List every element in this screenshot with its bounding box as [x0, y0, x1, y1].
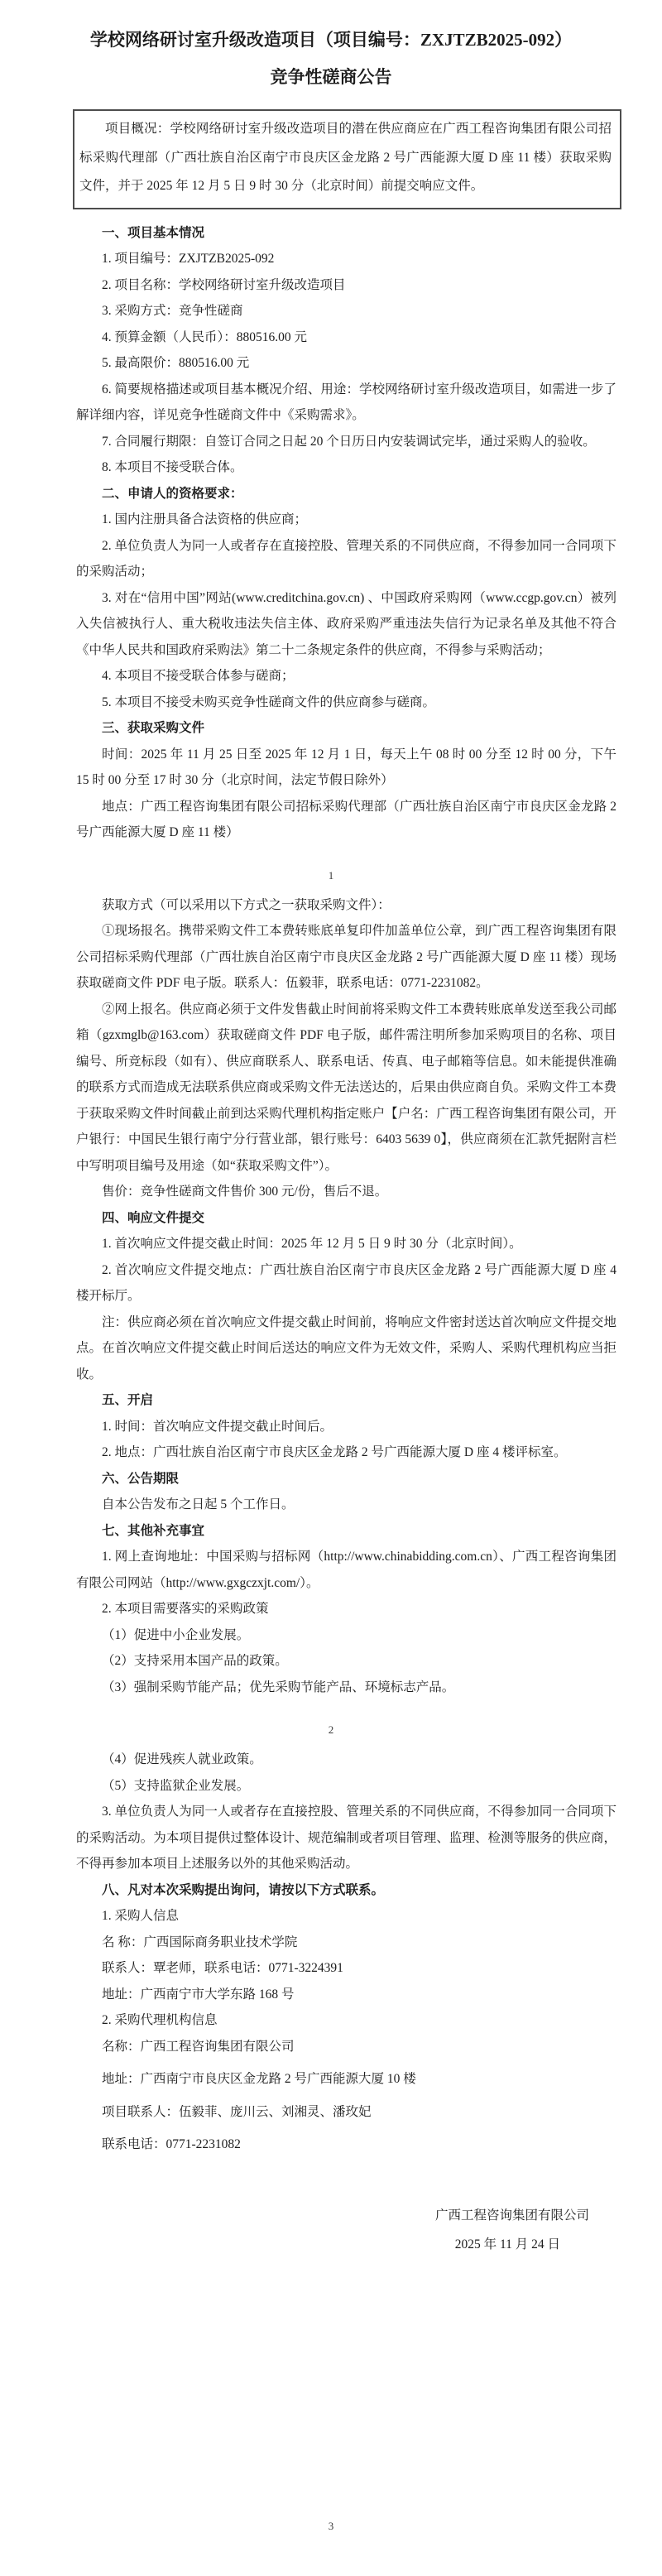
paragraph: 2. 单位负责人为同一人或者存在直接控股、管理关系的不同供应商，不得参加同一合同项下的采购活动；	[76, 538, 616, 579]
paragraph: 名称：广西工程咨询集团有限公司	[102, 2039, 295, 2054]
paragraph: 2. 本项目需要落实的采购政策	[102, 1602, 269, 1616]
paragraph: 时间：2025 年 11 月 25 日至 2025 年 12 月 1 日，每天上午 08 时 00 分至 12 时 00 分，下午 15 时 00 分至 17 时 30 分（北京时间，法定节假日除外）	[76, 747, 616, 787]
paragraph: （5）支持监狱企业发展。	[102, 1778, 250, 1793]
paragraph: 5. 最高限价：880516.00 元	[102, 356, 250, 370]
paragraph: 5. 本项目不接受未购买竞争性磋商文件的供应商参与磋商。	[102, 694, 436, 709]
paragraph: 获取方式（可以采用以下方式之一获取采购文件）：	[102, 897, 391, 912]
paragraph: 售价：竞争性磋商文件售价 300 元/份，售后不退。	[102, 1185, 388, 1199]
paragraph: 地址：广西南宁市良庆区金龙路 2 号广西能源大厦 10 楼	[102, 2072, 416, 2086]
section-heading: 七、其他补充事宜	[102, 1523, 205, 1538]
section-heading: 一、项目基本情况	[102, 225, 205, 240]
signature-org: 广西工程咨询集团有限公司	[434, 2208, 589, 2223]
document-body	[76, 220, 616, 2539]
paragraph: 1. 采购人信息	[102, 1909, 180, 1923]
paragraph: （2）支持采用本国产品的政策。	[102, 1654, 288, 1668]
paragraph: 1. 国内注册具备合法资格的供应商；	[102, 512, 308, 526]
paragraph: 2. 项目名称：学校网络研讨室升级改造项目	[102, 277, 346, 292]
paragraph: 2. 首次响应文件提交地点：广西壮族自治区南宁市良庆区金龙路 2 号广西能源大厦 D 座 4 楼开标厅。	[76, 1262, 616, 1303]
paragraph: （3）强制采购节能产品；优先采购节能产品、环境标志产品。	[102, 1680, 455, 1694]
paragraph: 地址：广西南宁市大学东路 168 号	[102, 1987, 295, 2002]
paragraph: 2. 地点：广西壮族自治区南宁市良庆区金龙路 2 号广西能源大厦 D 座 4 楼评标室。	[102, 1445, 567, 1459]
paragraph: 6. 简要规格描述或项目基本概况介绍、用途：学校网络研讨室升级改造项目，如需进一步了解详细内容，详见竞争性磋商文件中《采购需求》。	[76, 382, 616, 422]
paragraph: 1. 项目编号：ZXJTZB2025-092	[102, 252, 275, 266]
page-number: 3	[328, 2519, 334, 2532]
paragraph: 4. 预算金额（人民币）：880516.00 元	[102, 329, 308, 344]
section-heading: 三、获取采购文件	[102, 721, 205, 735]
paragraph: 1. 首次响应文件提交截止时间：2025 年 12 月 5 日 9 时 30 分（北京时间）。	[102, 1237, 522, 1251]
paragraph: 1. 时间：首次响应文件提交截止时间后。	[102, 1419, 333, 1434]
document-title-line1: 学校网络研讨室升级改造项目（项目编号：ZXJTZB2025-092）	[89, 30, 573, 50]
signature-date: 2025 年 11 月 24 日	[454, 2237, 560, 2252]
paragraph: 注：供应商必须在首次响应文件提交截止时间前，将响应文件密封送达首次响应文件提交地点。在首次响应文件提交截止时间后送达的响应文件为无效文件，采购人、采购代理机构应当拒收。	[76, 1314, 616, 1382]
paragraph: 地点：广西工程咨询集团有限公司招标采购代理部（广西壮族自治区南宁市良庆区金龙路 2 号广西能源大厦 D 座 11 楼）	[76, 799, 616, 839]
section-heading: 四、响应文件提交	[102, 1210, 205, 1225]
paragraph: 联系电话：0771-2231082	[102, 2137, 241, 2151]
paragraph: 3. 采购方式：竞争性磋商	[102, 304, 243, 318]
section-heading: 二、申请人的资格要求：	[102, 486, 243, 501]
paragraph: 自本公告发布之日起 5 个工作日。	[102, 1497, 295, 1511]
paragraph: 4. 本项目不接受联合体参与磋商；	[102, 669, 295, 683]
paragraph: （1）促进中小企业发展。	[102, 1627, 250, 1642]
paragraph: 3. 单位负责人为同一人或者存在直接控股、管理关系的不同供应商，不得参加同一合同项下的采购活动。为本项目提供过整体设计、规范编制或者项目管理、监理、检测等服务的供应商，不得再参加本项目上述服务以外的其他采购活动。	[76, 1805, 616, 1871]
paragraph: 3. 对在“信用中国”网站(www.creditchina.gov.cn) 、中国政府采购网（www.ccgp.gov.cn）被列入失信被执行人、重大税收违法失信主体、政府采购严重违法失信行为记录名单及其他不符合《中华人民共和国政府采购法》第二十二条规定条件的供应商，不得参与采购活动；	[76, 590, 616, 657]
page-number: 1	[328, 868, 334, 882]
document-title-line2: 竞争性磋商公告	[270, 67, 392, 87]
paragraph: 7. 合同履行期限：自签订合同之日起 20 个日历日内安装调试完毕，通过采购人的验收。	[102, 434, 596, 449]
page-number: 2	[328, 1723, 334, 1736]
paragraph: 1. 网上查询地址：中国采购与招标网（http://www.chinabidding.com.cn）、广西工程咨询集团有限公司网站（http://www.gxgczxjt.com/）。	[76, 1550, 616, 1590]
paragraph: 名 称：广西国际商务职业技术学院	[102, 1934, 298, 1949]
paragraph: 2. 采购代理机构信息	[102, 2013, 218, 2027]
paragraph: ②网上报名。供应商必须于文件发售截止时间前将采购文件工本费转账底单发送至我公司邮箱（gzxmglb@163.com）获取磋商文件 PDF 电子版，邮件需注明所参加采购项目的名称、项目编号、所竞标段（如有）、供应商联系人、联系电话、传真、电子邮箱等信息。如未能提供准确的联系方式而造成无法联系供应商或采购文件无法送达的，后果由供应商自负。采购文件工本费于获取采购文件时间截止前到达采购代理机构指定账户【户名：广西工程咨询集团有限公司，开户银行：中国民生银行南宁分行营业部，银行账号：6403 5639 0】，供应商须在汇款凭据附言栏中写明项目编号及用途（如“获取采购文件”）。	[76, 1002, 616, 1173]
paragraph: 8. 本项目不接受联合体。	[102, 460, 243, 474]
paragraph: （4）促进残疾人就业政策。	[102, 1752, 262, 1766]
project-overview-box: 项目概况：学校网络研讨室升级改造项目的潜在供应商应在广西工程咨询集团有限公司招标采购代理部（广西壮族自治区南宁市良庆区金龙路 2 号广西能源大厦 D 座 11 楼）获取采购文件，并于 2025 年 12 月 5 日 9 时 30 分（北京时间）前提交响应文件。	[73, 109, 621, 209]
section-heading: 五、开启	[102, 1393, 154, 1407]
section-heading: 六、公告期限	[102, 1471, 180, 1486]
paragraph: 项目联系人：伍毅菲、庞川云、刘湘灵、潘玫妃	[102, 2104, 372, 2119]
section-heading: 八、凡对本次采购提出询问，请按以下方式联系。	[102, 1882, 385, 1897]
paragraph: 联系人：覃老师，联系电话：0771-3224391	[102, 1961, 343, 1975]
paragraph: ①现场报名。携带采购文件工本费转账底单复印件加盖单位公章，到广西工程咨询集团有限公司招标采购代理部（广西壮族自治区南宁市良庆区金龙路 2 号广西能源大厦 D 座 11 楼）现场获取磋商文件 PDF 电子版。联系人：伍毅菲，联系电话：0771-2231082。	[76, 924, 616, 990]
